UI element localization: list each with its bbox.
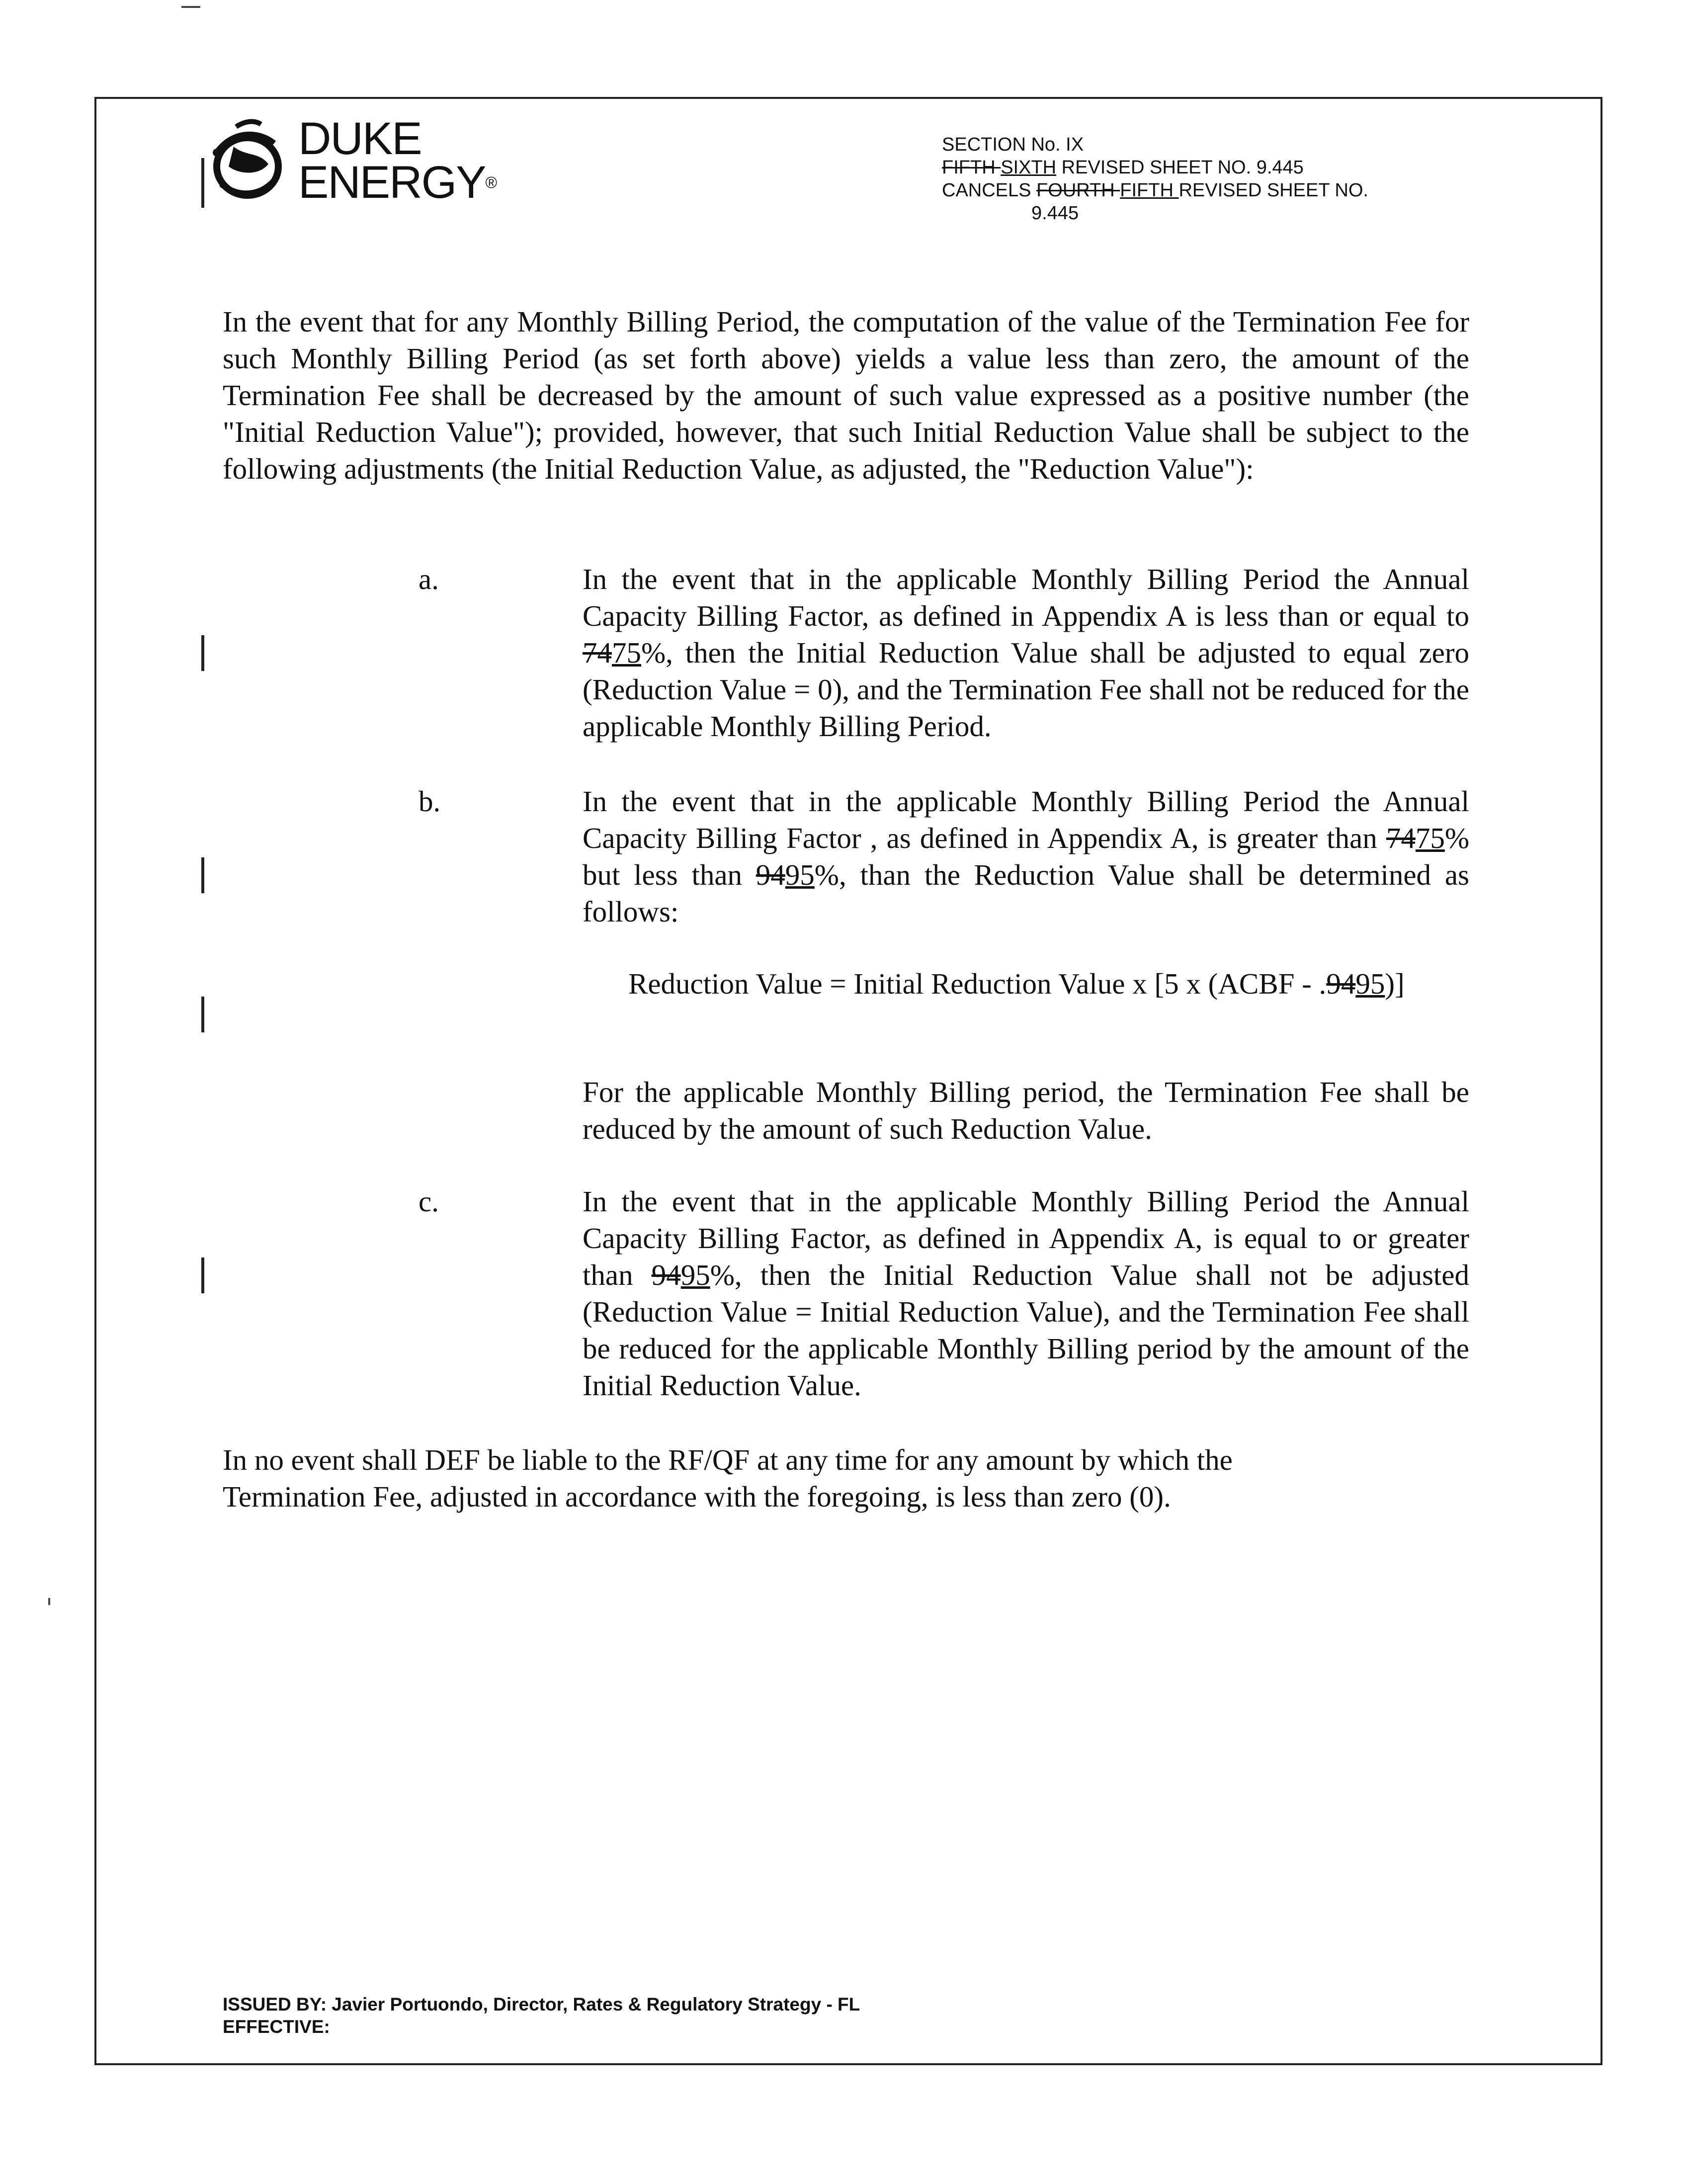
item-c-text: In the event that in the applicable Monthly Billing Period the Annual Capacity Billing Factor, as defined in Appendix A, is equal to or greater than 9495%, then the Initial Reduction Value shall not be adjusted (Reduction Value = Initial Reduction Value), and the Termination Fee shall be reduced for the applicable Monthly Billing period by the amount of the Initial Reduction Value. <box>583 1185 1469 1402</box>
section-number: SECTION No. IX <box>942 134 1084 155</box>
item-b-text: In the event that in the applicable Monthly Billing Period the Annual Capacity Billing Factor , as defined in Appendix A, is greater than 7475% but less than 9495%, than the Reduction Value shall be determined as follows: <box>583 785 1469 928</box>
item-b-followup: For the applicable Monthly Billing period, the Termination Fee shall be reduced by the amount of such Reduction Value. <box>583 1076 1469 1145</box>
scan-mark <box>48 1598 50 1605</box>
scan-mark <box>181 6 200 8</box>
closing-paragraph: In no event shall DEF be liable to the RF/QF at any time for any amount by which the Termination Fee, adjusted in accordance with the foregoing, is less than zero (0). <box>223 1443 1233 1513</box>
item-b-formula: Reduction Value = Initial Reduction Value x [5 x (ACBF - .9495)] <box>628 967 1405 1000</box>
logo-line-energy: ENERGY® <box>298 157 497 208</box>
item-a-label: a. <box>419 563 439 595</box>
item-a-text: In the event that in the applicable Monthly Billing Period the Annual Capacity Billing Factor, as defined in Appendix A is less than or equal to 7475%, then the Initial Reduction Value shall be adjusted to equal zero (Reduction Value = 0), and the Termination Fee shall not be reduced for the applicable Monthly Billing Period. <box>583 563 1469 743</box>
change-bar-a <box>201 635 204 671</box>
logo-wordmark <box>298 113 497 208</box>
issued-by-line: ISSUED BY: Javier Portuondo, Director, Rates & Regulatory Strategy - FL <box>223 1994 860 2015</box>
effective-line: EFFECTIVE: <box>223 2016 330 2037</box>
cancels-sheet-number: 9.445 <box>1031 203 1079 224</box>
cancels-line: CANCELS FOURTH FIFTH REVISED SHEET NO. <box>942 180 1368 201</box>
change-bar-c <box>201 1258 204 1293</box>
issued-by-footer <box>223 1993 860 2038</box>
revised-sheet-line: FIFTH SIXTH REVISED SHEET NO. 9.445 <box>942 157 1304 178</box>
change-bar-b <box>201 857 204 893</box>
duke-energy-logo <box>199 113 497 211</box>
intro-paragraph: In the event that for any Monthly Billing Period, the computation of the value of the Termination Fee for such Monthly Billing Period (as set forth above) yields a value less than zero, the amount of the Termination Fee shall be decreased by the amount of such value expressed as a positive number (the "Initial Reduction Value"); provided, however, that such Initial Reduction Value shall be subject to the following adjustments (the Initial Reduction Value, as adjusted, the "Reduction Value"): <box>223 305 1469 485</box>
item-b-label: b. <box>419 785 441 818</box>
item-c-label: c. <box>419 1185 439 1218</box>
logo-line-duke: DUKE <box>298 113 421 164</box>
duke-energy-globe-icon <box>199 117 293 211</box>
change-bar-formula <box>201 997 204 1032</box>
sheet-header <box>942 133 1439 225</box>
